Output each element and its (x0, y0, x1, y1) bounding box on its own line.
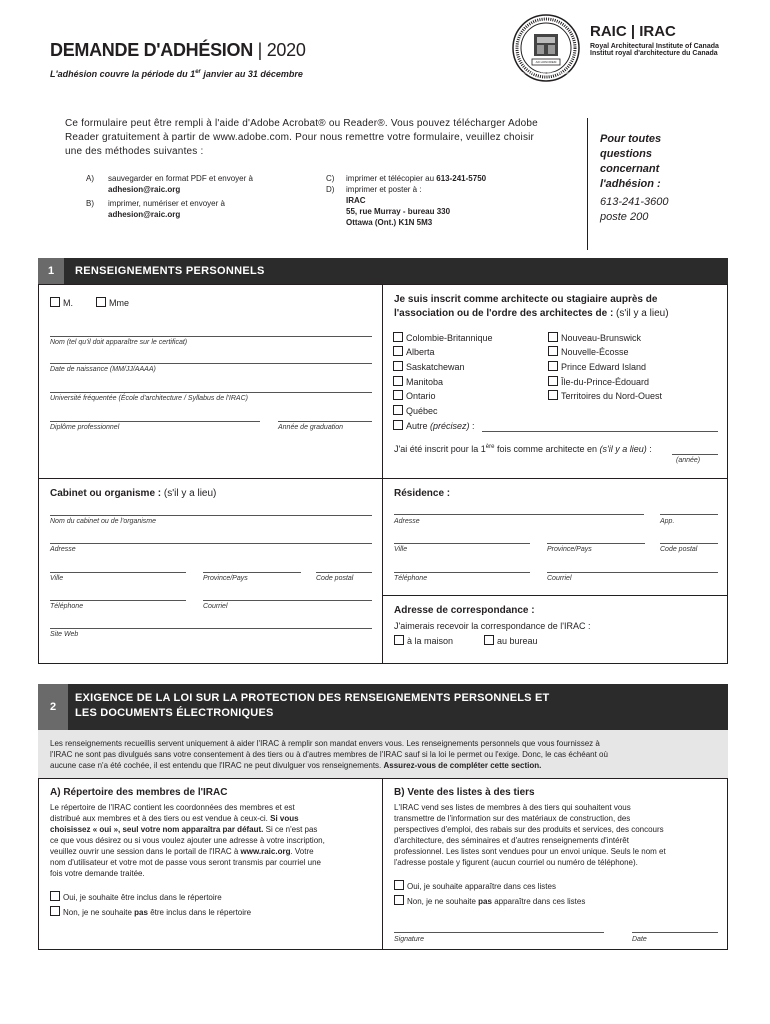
res-address-input[interactable] (394, 514, 644, 515)
name-label: Nom (tel qu'il doit apparaître sur le certificat) (50, 339, 188, 346)
firm-heading (50, 488, 216, 499)
contact-q4: l'adhésion : (600, 178, 661, 190)
section2-title (75, 691, 549, 721)
lists-yes-option[interactable] (394, 880, 556, 891)
logo-line3: Institut royal d'architecture du Canada (590, 50, 718, 57)
lists-line1: L'IRAC vend ses listes de membres à des tiers qui souhaitent vous (394, 803, 631, 812)
date-label: Date (632, 936, 647, 943)
res-province-input[interactable] (547, 543, 645, 544)
directory-no-option[interactable] (50, 906, 251, 917)
dob-label: Date de naissance (MM/JJ/AAAA) (50, 366, 156, 373)
checkbox-bc[interactable] (393, 332, 403, 342)
province-label-nb: Nouveau-Brunswick (561, 333, 642, 343)
firm-postal-label: Code postal (316, 575, 354, 582)
res-apt-label: App. (660, 518, 675, 525)
lists-yes-label: Oui, je souhaite apparaître dans ces listes (407, 882, 556, 891)
directory-link[interactable]: www.raic.org (240, 847, 291, 856)
contact-phone: 613-241-3600 (600, 196, 669, 208)
residence-heading: Résidence : (394, 488, 451, 499)
directory-line5a: veuillez ouvrir une session dans le portail de l'IRAC à (50, 847, 241, 856)
lists-no-checkbox[interactable] (394, 895, 404, 905)
contact-box (600, 132, 669, 225)
res-phone-input[interactable] (394, 572, 530, 573)
province-label-mb: Manitoba (406, 377, 444, 387)
other-label: Autre (406, 421, 431, 431)
page-subtitle (50, 69, 303, 79)
subtitle-post: janvier au 31 décembre (200, 69, 303, 79)
res-email-input[interactable] (547, 572, 718, 573)
checkbox-qc[interactable] (393, 405, 403, 415)
directory-rest2: Si ce n'est pas (263, 825, 318, 834)
firm-email-label: Courriel (203, 603, 228, 610)
firm-email-input[interactable] (203, 600, 372, 601)
firm-phone-input[interactable] (50, 600, 186, 601)
method-c-text: imprimer et télécopier au (346, 174, 437, 183)
salutation-mme-label: Mme (109, 298, 129, 308)
checkbox-sk[interactable] (393, 361, 403, 371)
salutation-m-checkbox[interactable] (50, 297, 60, 307)
directory-line6: nom d'utilisateur et votre mot de passe vous seront transmis par courriel une (50, 858, 321, 867)
name-input[interactable] (50, 336, 372, 337)
province-label-nwt: Territoires du Nord-Ouest (561, 391, 663, 401)
year-label: (année) (676, 457, 701, 464)
directory-text (50, 802, 325, 879)
raic-seal-logo (512, 14, 580, 82)
method-b-text: imprimer, numériser et envoyer à (108, 199, 225, 208)
province-label-pei-fr: Île-du-Prince-Édouard (561, 377, 650, 387)
logo-line1: RAIC | IRAC (590, 23, 676, 40)
firm-name-label: Nom du cabinet ou de l'organisme (50, 518, 157, 525)
salutation-mme-checkbox[interactable] (96, 297, 106, 307)
firm-heading-bold: Cabinet ou organisme : (50, 488, 164, 499)
province-checkbox-bc[interactable] (393, 332, 493, 343)
province-label-sk: Saskatchewan (406, 362, 465, 372)
province-checkbox-ab[interactable] (393, 346, 435, 357)
res-postal-label: Code postal (660, 546, 698, 553)
province-checkbox-on[interactable] (393, 390, 436, 401)
intro-line1: Ce formulaire peut être rempli à l'aide d'Adobe Acrobat® ou Reader®. Vous pouvez télécharger Adobe (65, 118, 538, 129)
res-postal-input[interactable] (660, 543, 718, 544)
province-checkbox-qc[interactable] (393, 405, 438, 416)
lists-yes-checkbox[interactable] (394, 880, 404, 890)
method-d-letter: D) (326, 185, 335, 194)
province-checkbox-sk[interactable] (393, 361, 465, 372)
registration-heading-sub: (s'il y a lieu) (616, 308, 669, 319)
contact-divider (587, 118, 588, 250)
province-checkbox-mb[interactable] (393, 376, 443, 387)
province-checkbox-pei-en[interactable] (548, 361, 646, 372)
first-reg-sup: ère (485, 444, 495, 450)
section2-title-line1: EXIGENCE DE LA LOI SUR LA PROTECTION DES RENSEIGNEMENTS PERSONNELS ET (75, 692, 550, 704)
method-c-fax: 613-241-5750 (436, 174, 487, 183)
registration-heading-line2: l'association ou de l'ordre des architectes de : (394, 308, 617, 319)
directory-no-post: être inclus dans le répertoire (147, 908, 252, 917)
firm-postal-input[interactable] (316, 572, 372, 573)
title-year: 2020 (266, 40, 306, 60)
method-d-text: imprimer et poster à : (346, 185, 422, 194)
province-label-qc: Québec (406, 406, 438, 416)
corr-office-option[interactable] (484, 635, 538, 646)
province-checkbox-nb[interactable] (548, 332, 641, 343)
province-checkbox-nwt[interactable] (548, 390, 662, 401)
intro-line3: une des méthodes suivantes : (65, 146, 204, 157)
checkbox-ns[interactable] (548, 346, 558, 356)
checkbox-mb[interactable] (393, 376, 403, 386)
method-d-addr3: Ottawa (Ont.) K1N 5M3 (346, 218, 433, 227)
logo-line2: Royal Architectural Institute of Canada (590, 43, 719, 50)
res-province-label: Province/Pays (547, 546, 592, 553)
correspondence-sub: J'aimerais recevoir la correspondance de l'IRAC : (394, 621, 591, 631)
directory-no-bold: pas (134, 908, 148, 917)
section1-hdivider1 (38, 478, 728, 479)
salutation-m[interactable] (50, 297, 73, 308)
directory-yes-option[interactable] (50, 891, 222, 902)
signature-input[interactable] (394, 932, 604, 933)
degree-label: Diplôme professionnel (50, 424, 120, 431)
contact-ext: poste 200 (600, 211, 649, 223)
corr-home-label: à la maison (407, 636, 454, 646)
lists-line6: l'adresse postale y figurent (aucun courriel ou numéro de téléphone). (394, 858, 638, 867)
contact-q1: Pour toutes (600, 133, 662, 145)
privacy-notice-line1: Les renseignements recueillis servent uniquement à aider l'IRAC à remplir son mandat envers vous. Les renseignements personnels que vous fournissez à (50, 739, 600, 748)
directory-bold2: choisissez « oui », seul votre nom apparaîtra par défaut. (50, 825, 264, 834)
intro-text (65, 117, 538, 159)
university-label: Université fréquentée (École d'architecture / Syllabus de l'IRAC) (50, 395, 248, 402)
registration-heading-line1: Je suis inscrit comme architecte ou stagiaire auprès de (394, 294, 658, 305)
privacy-notice-line2: l'IRAC ne sont pas divulgués sans votre consentement à des tiers ou à d'autres membres de l'IRAC sauf si la loi le permet ou l'exige. Donc, le cas échéant où (50, 750, 608, 759)
province-label-on: Ontario (406, 391, 436, 401)
res-phone-label: Téléphone (394, 575, 428, 582)
method-d-addr2: 55, rue Murray - bureau 330 (346, 207, 451, 216)
lists-heading: B) Vente des listes à des tiers (394, 787, 535, 798)
directory-line1: Le répertoire de l'IRAC contient les coordonnées des membres et est (50, 803, 295, 812)
section1-number: 1 (38, 258, 64, 284)
lists-no-bold: pas (478, 897, 492, 906)
firm-city-input[interactable] (50, 572, 186, 573)
section1-hdivider2 (382, 595, 728, 596)
intro-line2: Reader gratuitement à partir de www.adobe.com. Pour nous remettre votre formulaire, veuillez choisir (65, 132, 535, 143)
lists-line2: transmettre de l'information sur des matériaux de construction, des (394, 814, 631, 823)
method-d (326, 184, 451, 227)
method-c-letter: C) (326, 174, 335, 183)
province-label-pei-en: Prince Edward Island (561, 362, 647, 372)
directory-yes-checkbox[interactable] (50, 891, 60, 901)
firm-web-input[interactable] (50, 628, 372, 629)
date-input[interactable] (632, 932, 718, 933)
corr-office-label: au bureau (497, 636, 538, 646)
other-label-colon: : (469, 421, 475, 431)
method-d-addr1: IRAC (346, 196, 366, 205)
firm-name-input[interactable] (50, 515, 372, 516)
directory-yes-label: Oui, je souhaite être inclus dans le répertoire (63, 893, 222, 902)
section1-vdivider (382, 284, 383, 664)
firm-address-label: Adresse (50, 546, 76, 553)
salutation-m-label: M. (63, 298, 73, 308)
province-label-bc: Colombie-Britannique (406, 333, 493, 343)
province-checkbox-other[interactable] (393, 420, 475, 431)
corr-home-option[interactable] (394, 635, 453, 646)
lists-text (394, 802, 666, 868)
firm-heading-sub: (s'il y a lieu) (163, 488, 217, 499)
section2-vdivider (382, 778, 383, 950)
title-main: DEMANDE D'ADHÉSION (50, 40, 253, 60)
dob-input[interactable] (50, 363, 372, 364)
degree-input[interactable] (50, 421, 260, 422)
firm-city-label: Ville (50, 575, 64, 582)
registration-heading (394, 293, 669, 321)
corr-office-checkbox[interactable] (484, 635, 494, 645)
directory-line2: distribué aux membres et à des tiers ou est vendue à ceux-ci. (50, 814, 271, 823)
privacy-notice (50, 738, 608, 771)
checkbox-other[interactable] (393, 420, 403, 430)
firm-province-input[interactable] (203, 572, 301, 573)
province-checkbox-pei-fr[interactable] (548, 376, 649, 387)
seal-motto: AD HONOREM (535, 60, 557, 64)
directory-heading: A) Répertoire des membres de l'IRAC (50, 787, 228, 798)
subtitle-sup: er (195, 69, 201, 75)
directory-bold1: Si vous (270, 814, 299, 823)
res-city-input[interactable] (394, 543, 530, 544)
first-reg-pre: J'ai été inscrit pour la 1 (394, 444, 486, 454)
res-apt-input[interactable] (660, 514, 718, 515)
correspondence-heading: Adresse de correspondance : (394, 605, 535, 616)
checkbox-nwt[interactable] (548, 390, 558, 400)
seal-text: ROYAL ARCHITECTURAL INSTITUTE OF CANADA (516, 72, 576, 75)
province-label-ab: Alberta (406, 347, 435, 357)
lists-no-option[interactable] (394, 895, 585, 906)
province-checkbox-ns[interactable] (548, 346, 629, 357)
grad-year-label: Année de graduation (278, 424, 343, 431)
res-city-label: Ville (394, 546, 408, 553)
checkbox-nb[interactable] (548, 332, 558, 342)
directory-no-pre: Non, je ne souhaite (63, 908, 135, 917)
checkbox-pei-en[interactable] (548, 361, 558, 371)
privacy-notice-emphasis: Assurez-vous de compléter cette section. (383, 761, 542, 770)
firm-phone-label: Téléphone (50, 603, 84, 610)
province-label-ns: Nouvelle-Écosse (561, 347, 629, 357)
method-b-letter: B) (86, 199, 94, 208)
other-label-it: (précisez) (430, 421, 470, 431)
lists-no-post: apparaître dans ces listes (491, 897, 586, 906)
directory-line7: fois votre demande traitée. (50, 869, 145, 878)
grad-year-input[interactable] (278, 421, 372, 422)
other-input[interactable] (482, 431, 718, 432)
subtitle-pre: L'adhésion couvre la période du 1 (50, 69, 196, 79)
university-input[interactable] (50, 392, 372, 393)
contact-q2: questions (600, 148, 652, 160)
first-reg-year-input[interactable] (672, 454, 718, 455)
first-reg-it: (s'il y a lieu) (599, 444, 647, 454)
firm-province-label: Province/Pays (203, 575, 248, 582)
method-a-email[interactable]: adhesion@raic.org (108, 185, 181, 194)
section2-title-line2: LES DOCUMENTS ÉLECTRONIQUES (75, 707, 274, 719)
checkbox-on[interactable] (393, 390, 403, 400)
first-registration (394, 444, 652, 454)
page-title (50, 40, 306, 61)
first-reg-colon: : (646, 444, 652, 454)
first-reg-post: fois comme architecte en (494, 444, 600, 454)
firm-address-input[interactable] (50, 543, 372, 544)
signature-label: Signature (394, 936, 424, 943)
privacy-notice-line3: aucune case n'a été cochée, il est entendu que l'IRAC ne peut divulguer vos renseignements. (50, 761, 384, 770)
directory-line4: ce que vous désirez ou si vous voulez ajouter une adresse à votre inscription, (50, 836, 325, 845)
corr-home-checkbox[interactable] (394, 635, 404, 645)
method-a-text: sauvegarder en format PDF et envoyer à (108, 174, 253, 183)
res-email-label: Courriel (547, 575, 572, 582)
directory-line5c: . Votre (290, 847, 314, 856)
lists-line3: perspectives d'emploi, des rabais sur des produits et services, des concours (394, 825, 664, 834)
contact-q3: concernant (600, 163, 660, 175)
res-address-label: Adresse (394, 518, 420, 525)
lists-no-pre: Non, je ne souhaite (407, 897, 479, 906)
section2-number: 2 (38, 684, 68, 730)
salutation-mme[interactable] (96, 297, 129, 308)
method-b-email[interactable]: adhesion@raic.org (108, 210, 181, 219)
firm-web-label: Site Web (50, 631, 79, 638)
lists-line5: professionnel. Les listes sont vendues pour un envoi unique. Seuls le nom et (394, 847, 666, 856)
method-a-letter: A) (86, 174, 94, 183)
section1-title: RENSEIGNEMENTS PERSONNELS (75, 265, 265, 277)
title-sep: | (252, 40, 267, 60)
method-c (326, 173, 487, 184)
lists-line4: d'architecture, des séminaires et d'autres renseignements d'intérêt (394, 836, 629, 845)
directory-no-checkbox[interactable] (50, 906, 60, 916)
checkbox-ab[interactable] (393, 346, 403, 356)
checkbox-pei-fr[interactable] (548, 376, 558, 386)
raic-wordmark (590, 23, 719, 57)
